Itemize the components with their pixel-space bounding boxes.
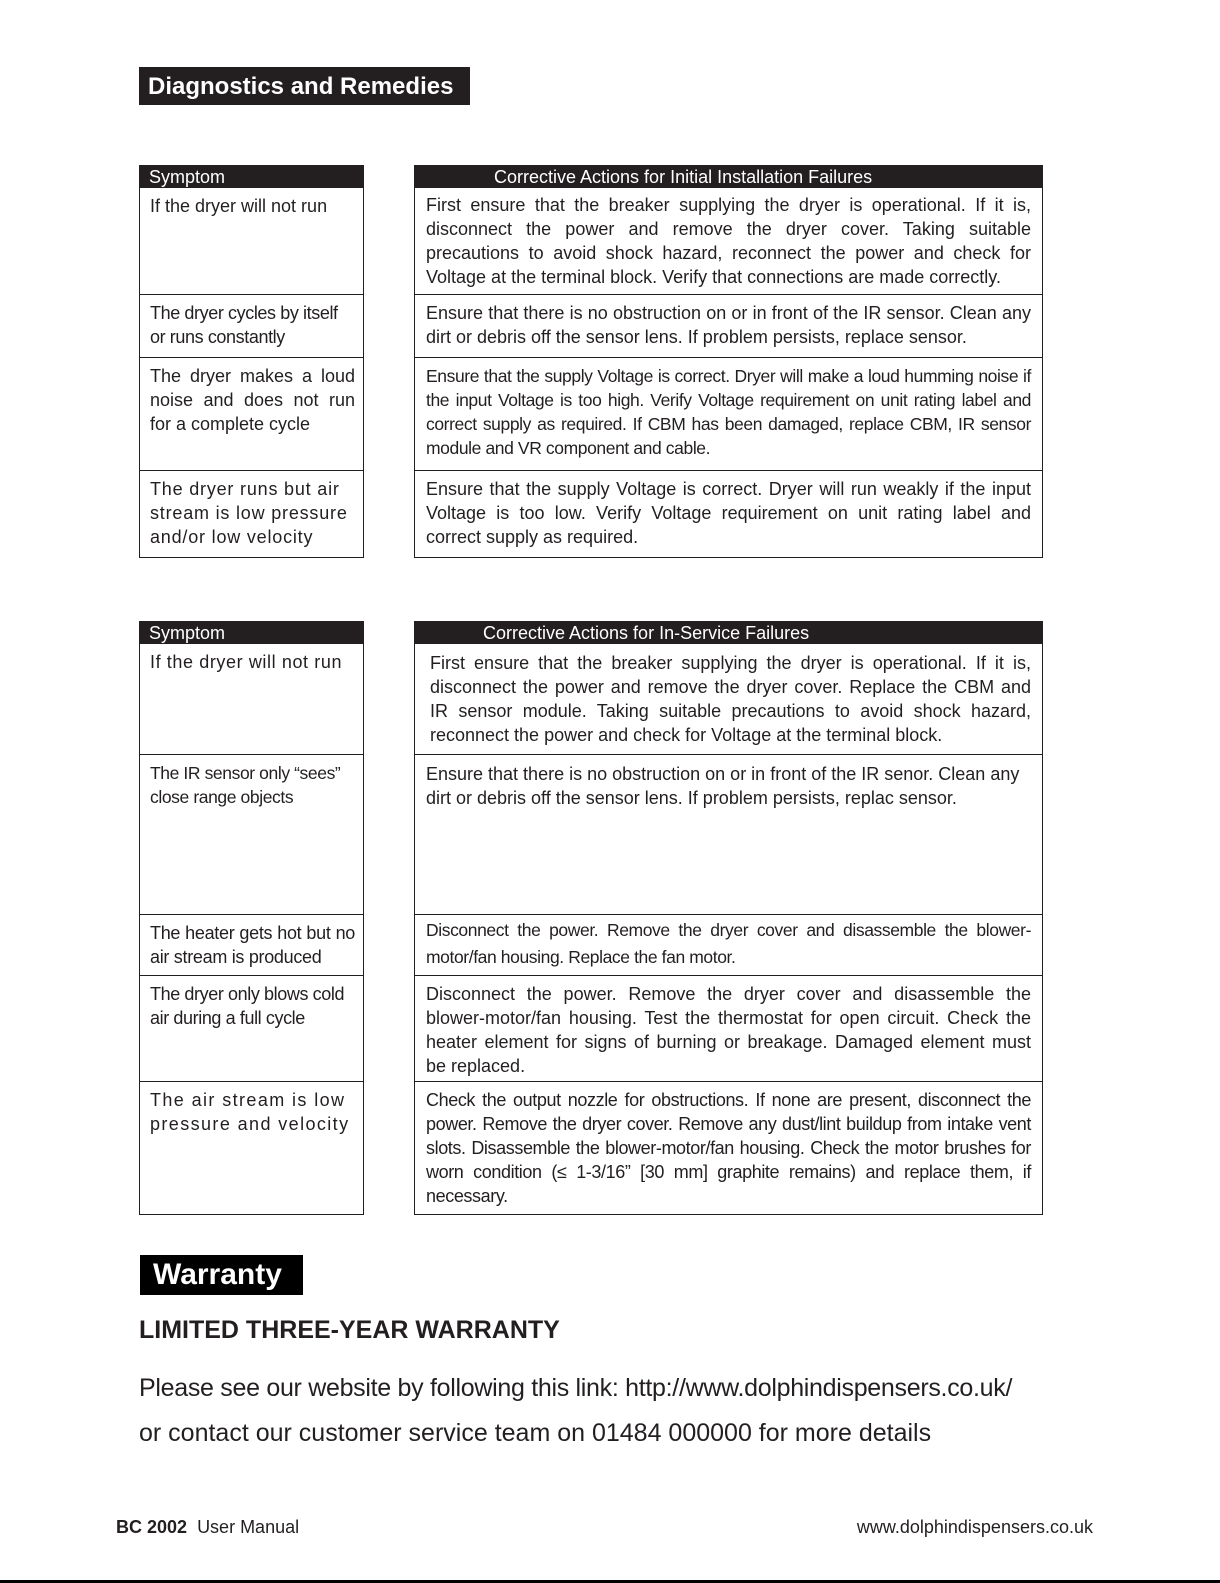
warranty-clipped-text: or contact our customer service team on 01484 000000 for more details: [139, 1419, 932, 1447]
symptom-column: [139, 165, 364, 558]
corrective-action-column: [414, 621, 1043, 1215]
footer-website: www.dolphindispensers.co.uk: [856, 1517, 1093, 1537]
corrective-action-header: Corrective Actions for Initial Installation Failures: [414, 165, 1043, 188]
action-cell: Check the output nozzle for obstructions. If none are present, disconnect the power. Remove the dryer cover. Remove any dust/lint buildup from intake vent slots. Disassemble the blower-motor/fan housing. Check the motor brushes for worn condition (≤ 1-3/16” [30 mm] graphite remains) and replace them, if necessary.: [414, 1082, 1043, 1215]
action-cell: Ensure that the supply Voltage is correct. Dryer will run weakly if the input Voltage is too low. Verify Voltage requirement on unit rating label and correct supply as required.: [414, 471, 1043, 558]
action-cell: Ensure that there is no obstruction on or in front of the IR senor. Clean any dirt or debris off the sensor lens. If problem persists, replac sensor.: [414, 755, 1043, 915]
symptom-cell: If the dryer will not run: [139, 644, 364, 755]
footer-doc-label: User Manual: [197, 1517, 300, 1537]
symptom-header: Symptom: [139, 165, 364, 188]
corrective-action-column: [414, 165, 1043, 558]
symptom-header: Symptom: [139, 621, 364, 644]
footer-model: BC 2002: [116, 1517, 188, 1537]
section-title-warranty: Warranty: [140, 1255, 303, 1295]
footer-document-label: [116, 1517, 299, 1538]
section-title-diagnostics: Diagnostics and Remedies: [139, 67, 470, 105]
warranty-heading: LIMITED THREE-YEAR WARRANTY: [139, 1316, 560, 1344]
symptom-cell: The IR sensor only “sees” close range objects: [139, 755, 364, 915]
symptom-column: [139, 621, 364, 1215]
action-cell: Ensure that there is no obstruction on or in front of the IR sensor. Clean any dirt or debris off the sensor lens. If problem persists, replace sensor.: [414, 295, 1043, 358]
warranty-link-text: Please see our website by following this link: http://www.dolphindispensers.co.uk/: [139, 1374, 1013, 1402]
symptom-cell: The dryer makes a loud noise and does not run for a complete cycle: [139, 358, 364, 471]
warranty-clipped-line: [139, 1419, 1059, 1447]
action-cell: First ensure that the breaker supplying the dryer is operational. If it is, disconnect the power and remove the dryer cover. Taking suitable precautions to avoid shock hazard, reconnect the power and check for Voltage at the terminal block. Verify that connections are made correctly.: [414, 188, 1043, 295]
symptom-cell: If the dryer will not run: [139, 188, 364, 295]
symptom-cell: The dryer cycles by itself or runs constantly: [139, 295, 364, 358]
symptom-cell: The dryer only blows cold air during a full cycle: [139, 976, 364, 1082]
symptom-cell: The dryer runs but air stream is low pressure and/or low velocity: [139, 471, 364, 558]
symptom-cell: The heater gets hot but no air stream is produced: [139, 915, 364, 976]
action-cell: Disconnect the power. Remove the dryer cover and disassemble the blower-motor/fan housing. Test the thermostat for open circuit. Check the heater element for signs of burning or breakage. Damaged element must be replaced.: [414, 976, 1043, 1082]
corrective-action-header: Corrective Actions for In-Service Failures: [414, 621, 1043, 644]
action-cell: Disconnect the power. Remove the dryer cover and disassemble the blower-motor/fan housing. Replace the fan motor.: [414, 915, 1043, 976]
action-cell: Ensure that the supply Voltage is correct. Dryer will make a loud humming noise if the input Voltage is too high. Verify Voltage requirement on unit rating label and correct supply as required. If CBM has been damaged, replace CBM, IR sensor module and VR component and cable.: [414, 358, 1043, 471]
action-cell: First ensure that the breaker supplying the dryer is operational. If it is, disconnect the power and remove the dryer cover. Replace the CBM and IR sensor module. Taking suitable precautions to avoid shock hazard, reconnect the power and check for Voltage at the terminal block.: [414, 644, 1043, 755]
symptom-cell: The air stream is low pressure and velocity: [139, 1082, 364, 1215]
